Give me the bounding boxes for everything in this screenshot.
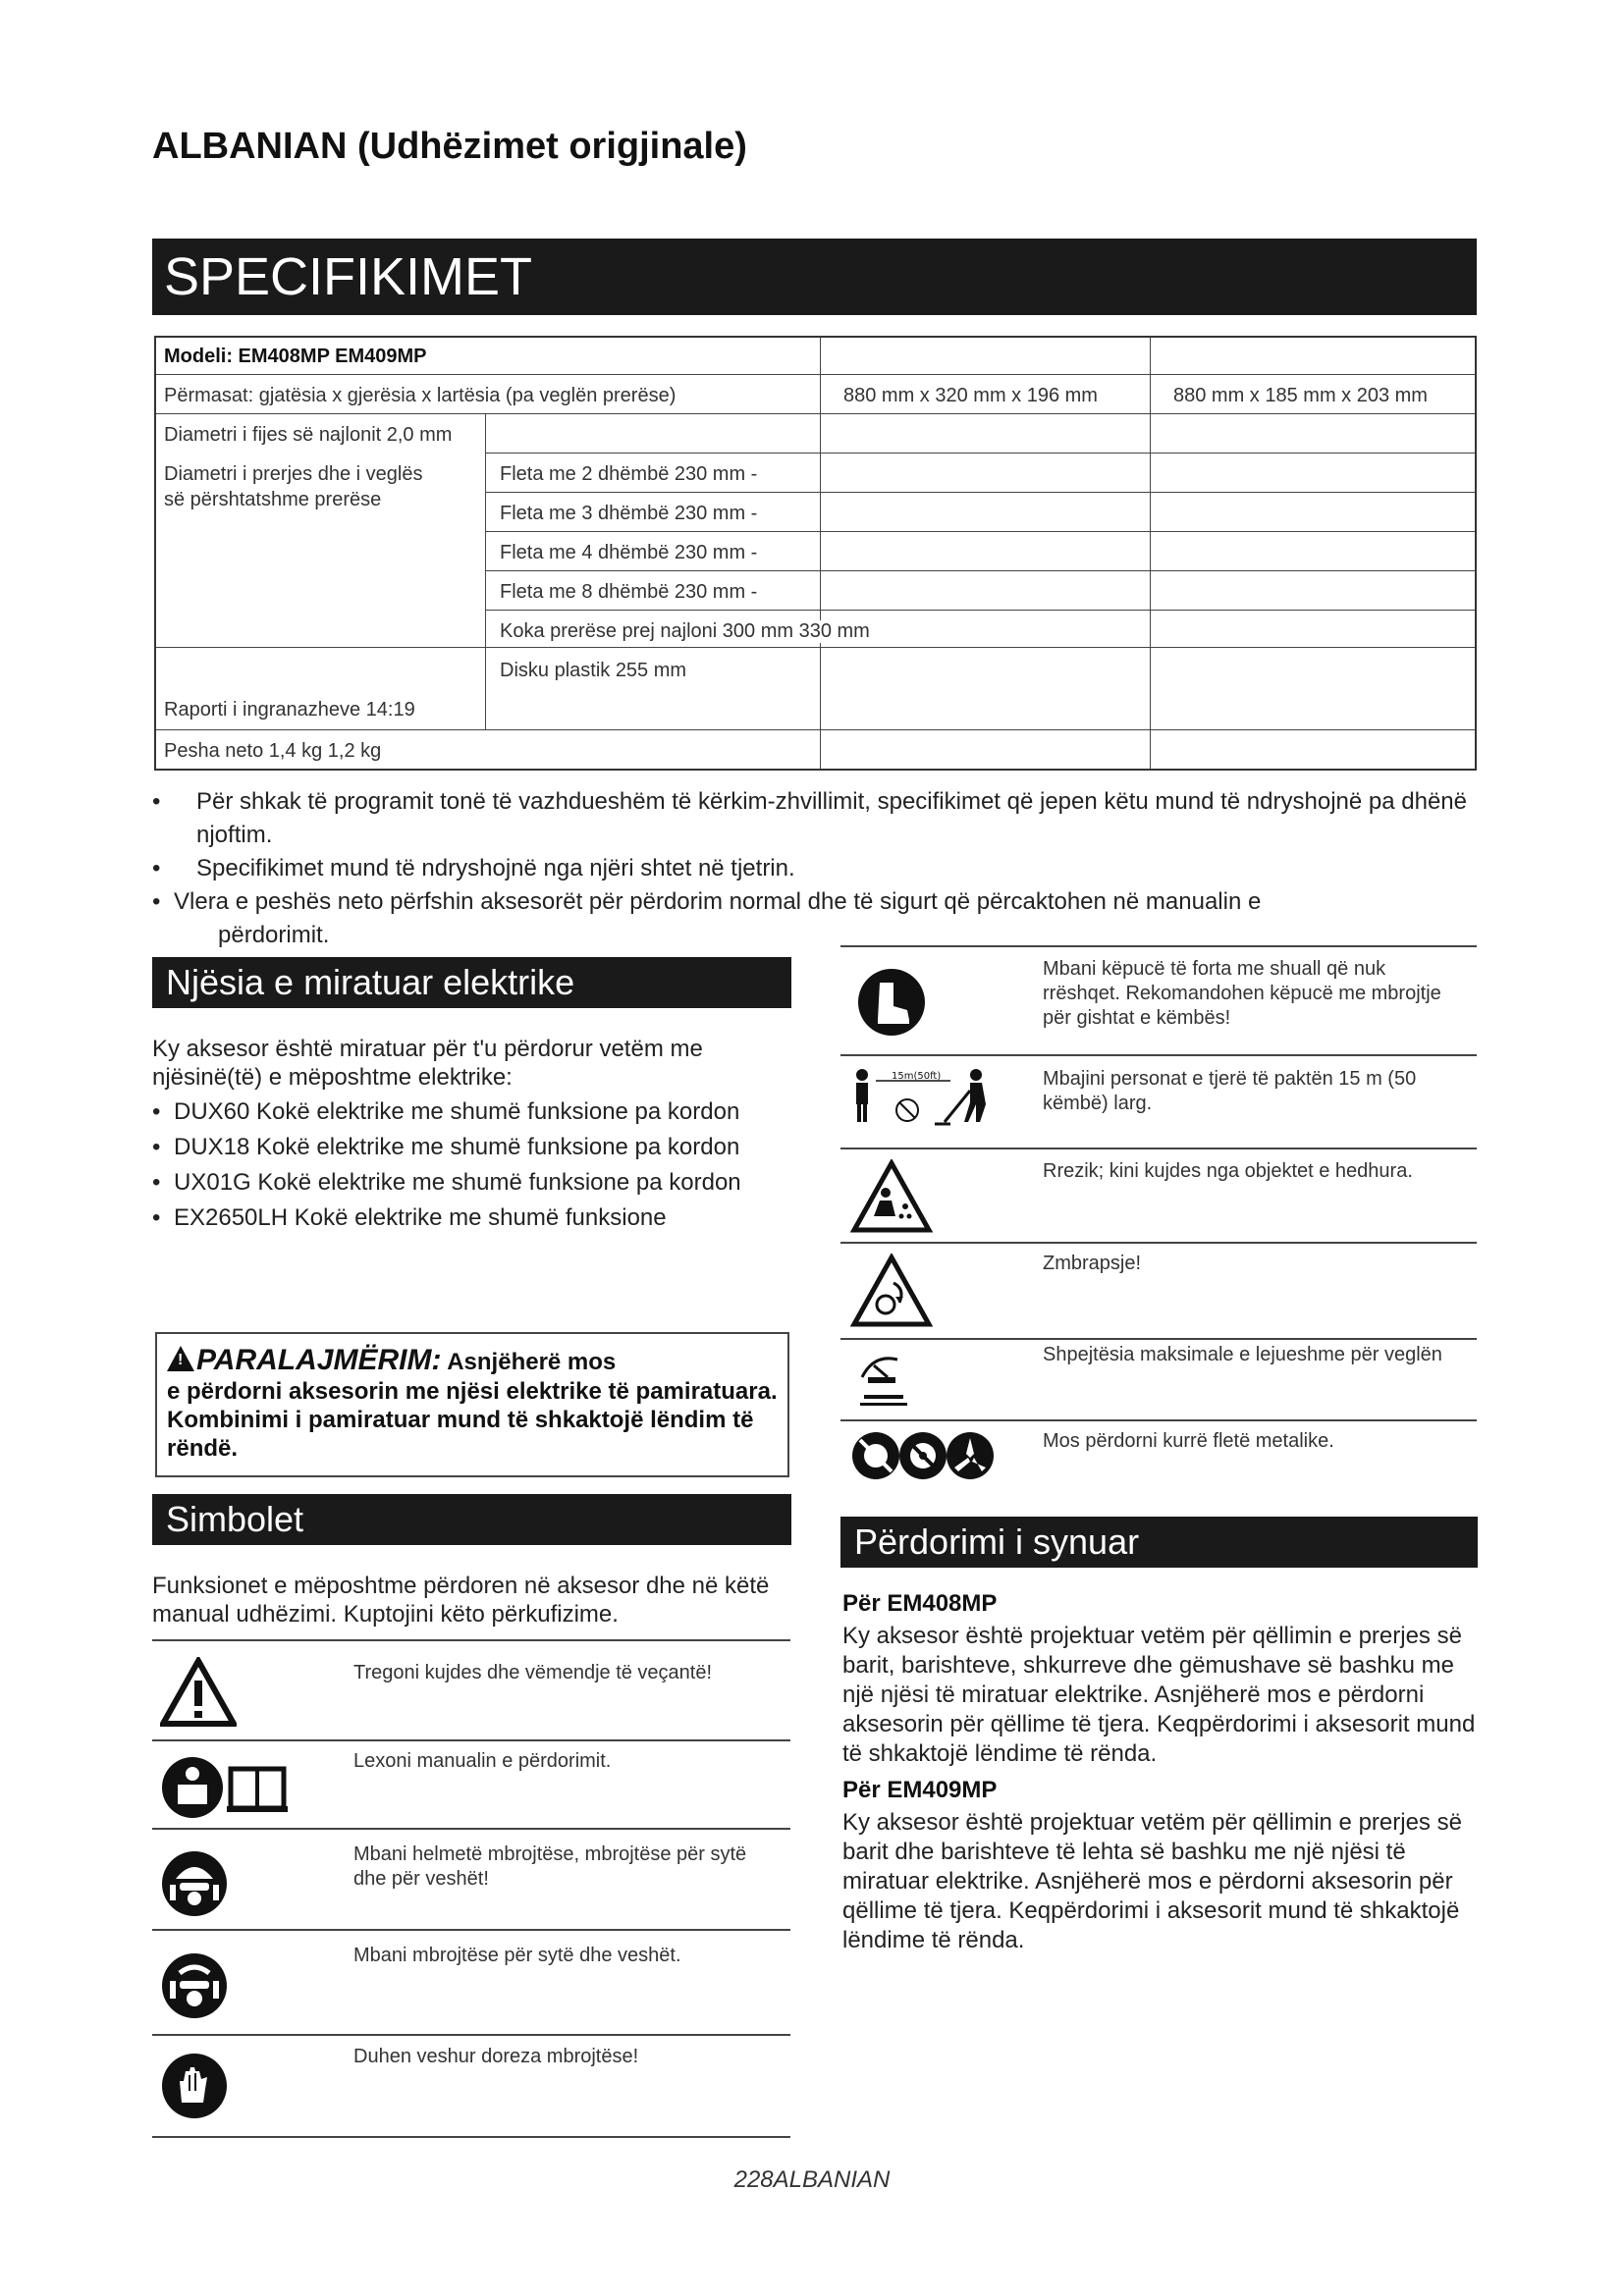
svg-text:15m(50ft): 15m(50ft) [892, 1071, 942, 1082]
read-manual-icon [160, 1755, 288, 1820]
document-language-title: ALBANIAN (Udhëzimet origjinale) [152, 126, 747, 167]
spec-cut-diameter-label-2: së përshtatshme prerëse [164, 489, 382, 510]
spec-blade-8: Fleta me 8 dhëmbë 230 mm - [500, 581, 758, 603]
warning-text: e përdorni aksesorin me njësi elektrike të pamiratuara. Kombinimi i pamiratuar mund të shkaktojë lëndim të rëndë. [167, 1378, 778, 1462]
no-metal-blades-icon [850, 1428, 998, 1483]
thrown-objects-icon [850, 1159, 933, 1234]
note-1: • Për shkak të programit tonë të vazhdueshëm të kërkim-zhvillimit, specifikimet që jepen këtu mund të ndryshojnë pa dhënë njoftim. [196, 788, 1467, 848]
symbols-table-right [840, 945, 1477, 1495]
symbol-helmet-text: Mbani helmetë mbrojtëse, mbrojtëse për sytë dhe për veshët! [353, 1843, 747, 1890]
approved-units-list [152, 1097, 741, 1232]
symbol-kickback-text: Zmbrapsje! [1043, 1253, 1142, 1274]
spec-model: Modeli: EM408MP EM409MP [164, 346, 427, 367]
symbol-caution-text: Tregoni kujdes dhe vëmendje të veçantë! [353, 1662, 713, 1683]
intended-use-section [842, 1590, 1481, 1955]
symbols-banner: Simbolet [152, 1494, 791, 1545]
page-number: 228ALBANIAN [733, 2166, 891, 2193]
note-3-line-2: përdorimit. [218, 922, 330, 948]
approved-units-intro: Ky aksesor është miratuar për t'u përdorur vetëm me njësinë(të) e mëposhtme elektrike: [152, 1036, 703, 1091]
approved-unit-item: • DUX18 Kokë elektrike me shumë funksione pa kordon [152, 1133, 741, 1161]
intended-use-em409-heading: Për EM409MP [842, 1777, 998, 1803]
intended-use-em409-text: Ky aksesor është projektuar vetëm për qëllimin e prerjes së barit dhe barishteve të lehta së bashku me një njësi të miratuar elektrike. Asnjëherë mos e përdorni aksesorin për qëllime të tjera. Keqpërdorimi i aksesorit mund të shkaktojë lëndime të rënda. [842, 1809, 1462, 1953]
spec-blade-4: Fleta me 4 dhëmbë 230 mm - [500, 542, 758, 563]
symbol-read-manual-text: Lexoni manualin e përdorimit. [353, 1750, 612, 1772]
spec-plastic-disc: Disku plastik 255 mm [500, 660, 687, 681]
symbol-no-metal-text: Mos përdorni kurrë fletë metalike. [1043, 1430, 1334, 1452]
spec-notes [152, 785, 1478, 952]
symbol-gloves-text: Duhen veshur doreza mbrojtëse! [353, 2046, 639, 2067]
gloves-icon [160, 2052, 229, 2120]
intended-use-em408-heading: Për EM408MP [842, 1590, 998, 1617]
spec-dimensions-label: Përmasat: gjatësia x gjerësia x lartësia (pa veglën prerëse) [164, 385, 677, 406]
spec-blade-3: Fleta me 3 dhëmbë 230 mm - [500, 503, 758, 524]
helmet-goggles-earmuffs-icon [160, 1849, 229, 1918]
approved-unit-item: • DUX60 Kokë elektrike me shumë funksione pa kordon [152, 1097, 741, 1126]
warning-lead: Asnjëherë mos [441, 1349, 617, 1375]
safety-boots-icon [856, 967, 927, 1038]
approved-units-banner: Njësia e miratuar elektrike [152, 957, 791, 1008]
kickback-icon [850, 1254, 933, 1328]
warning-triangle-icon [167, 1346, 194, 1371]
spec-blade-2: Fleta me 2 dhëmbë 230 mm - [500, 463, 758, 485]
symbols-intro: Funksionet e mëposhtme përdoren në aksesor dhe në këtë manual udhëzimi. Kuptojini këto përkufizime. [152, 1573, 770, 1628]
symbol-max-speed-text: Shpejtësia maksimale e lejueshme për veglën [1043, 1344, 1442, 1365]
symbol-goggles-text: Mbani mbrojtëse për sytë dhe veshët. [353, 1945, 681, 1966]
spec-cut-diameter-label-1: Diametri i prerjes dhe i veglës [164, 463, 423, 485]
note-2: • Specifikimet mund të ndryshojnë nga njëri shtet në tjetrin. [152, 852, 1478, 885]
approved-unit-item: • UX01G Kokë elektrike me shumë funksione pa kordon [152, 1168, 741, 1197]
spec-table [154, 336, 1477, 771]
symbols-table-left [152, 1639, 790, 2140]
caution-triangle-icon [160, 1657, 237, 1728]
max-speed-icon [854, 1348, 913, 1413]
spec-nylon-head: Koka prerëse prej najloni 300 mm 330 mm [500, 620, 874, 643]
symbol-thrown-objects-text: Rrezik; kini kujdes nga objektet e hedhura. [1043, 1160, 1413, 1182]
intended-use-em408-text: Ky aksesor është projektuar vetëm për qëllimin e prerjes së barit, barishteve, shkurreve dhe gëmushave së bashku me një njësi të miratuar elektrike. Asnjëherë mos e përdorni aksesorin për qëllime të tjera. Keqpërdorimi i aksesorit mund të shkaktojë lëndime të rënda. [842, 1623, 1476, 1767]
symbol-boots-text: Mbani këpucë të forta me shuall që nuk rrëshqet. Rekomandohen këpucë me mbrojtje për gishtat e këmbës! [1043, 958, 1441, 1029]
specifications-banner: SPECIFIKIMET [152, 239, 1477, 315]
warning-title: PARALAJMËRIM: [196, 1344, 442, 1376]
note-3-line-1: Vlera e peshës neto përfshin aksesorët për përdorim normal dhe të sigurt që përcaktohen në manualin e [174, 888, 1262, 915]
approved-unit-item: • EX2650LH Kokë elektrike me shumë funksione [152, 1203, 783, 1232]
warning-box [155, 1332, 789, 1477]
spec-gear-ratio: Raporti i ingranazheve 14:19 [164, 699, 415, 721]
spec-dimensions-em409: 880 mm x 185 mm x 203 mm [1173, 385, 1428, 406]
goggles-earmuffs-icon [160, 1951, 229, 2020]
keep-distance-icon [852, 1067, 998, 1130]
spec-weight: Pesha neto 1,4 kg 1,2 kg [164, 740, 382, 762]
symbol-distance-text: Mbajini personat e tjerë të paktën 15 m (50 këmbë) larg. [1043, 1068, 1417, 1114]
intended-use-banner: Përdorimi i synuar [840, 1517, 1478, 1568]
spec-nylon-diameter: Diametri i fijes së najlonit 2,0 mm [164, 424, 453, 446]
note-3 [152, 885, 1478, 952]
spec-dimensions-em408: 880 mm x 320 mm x 196 mm [843, 385, 1098, 406]
